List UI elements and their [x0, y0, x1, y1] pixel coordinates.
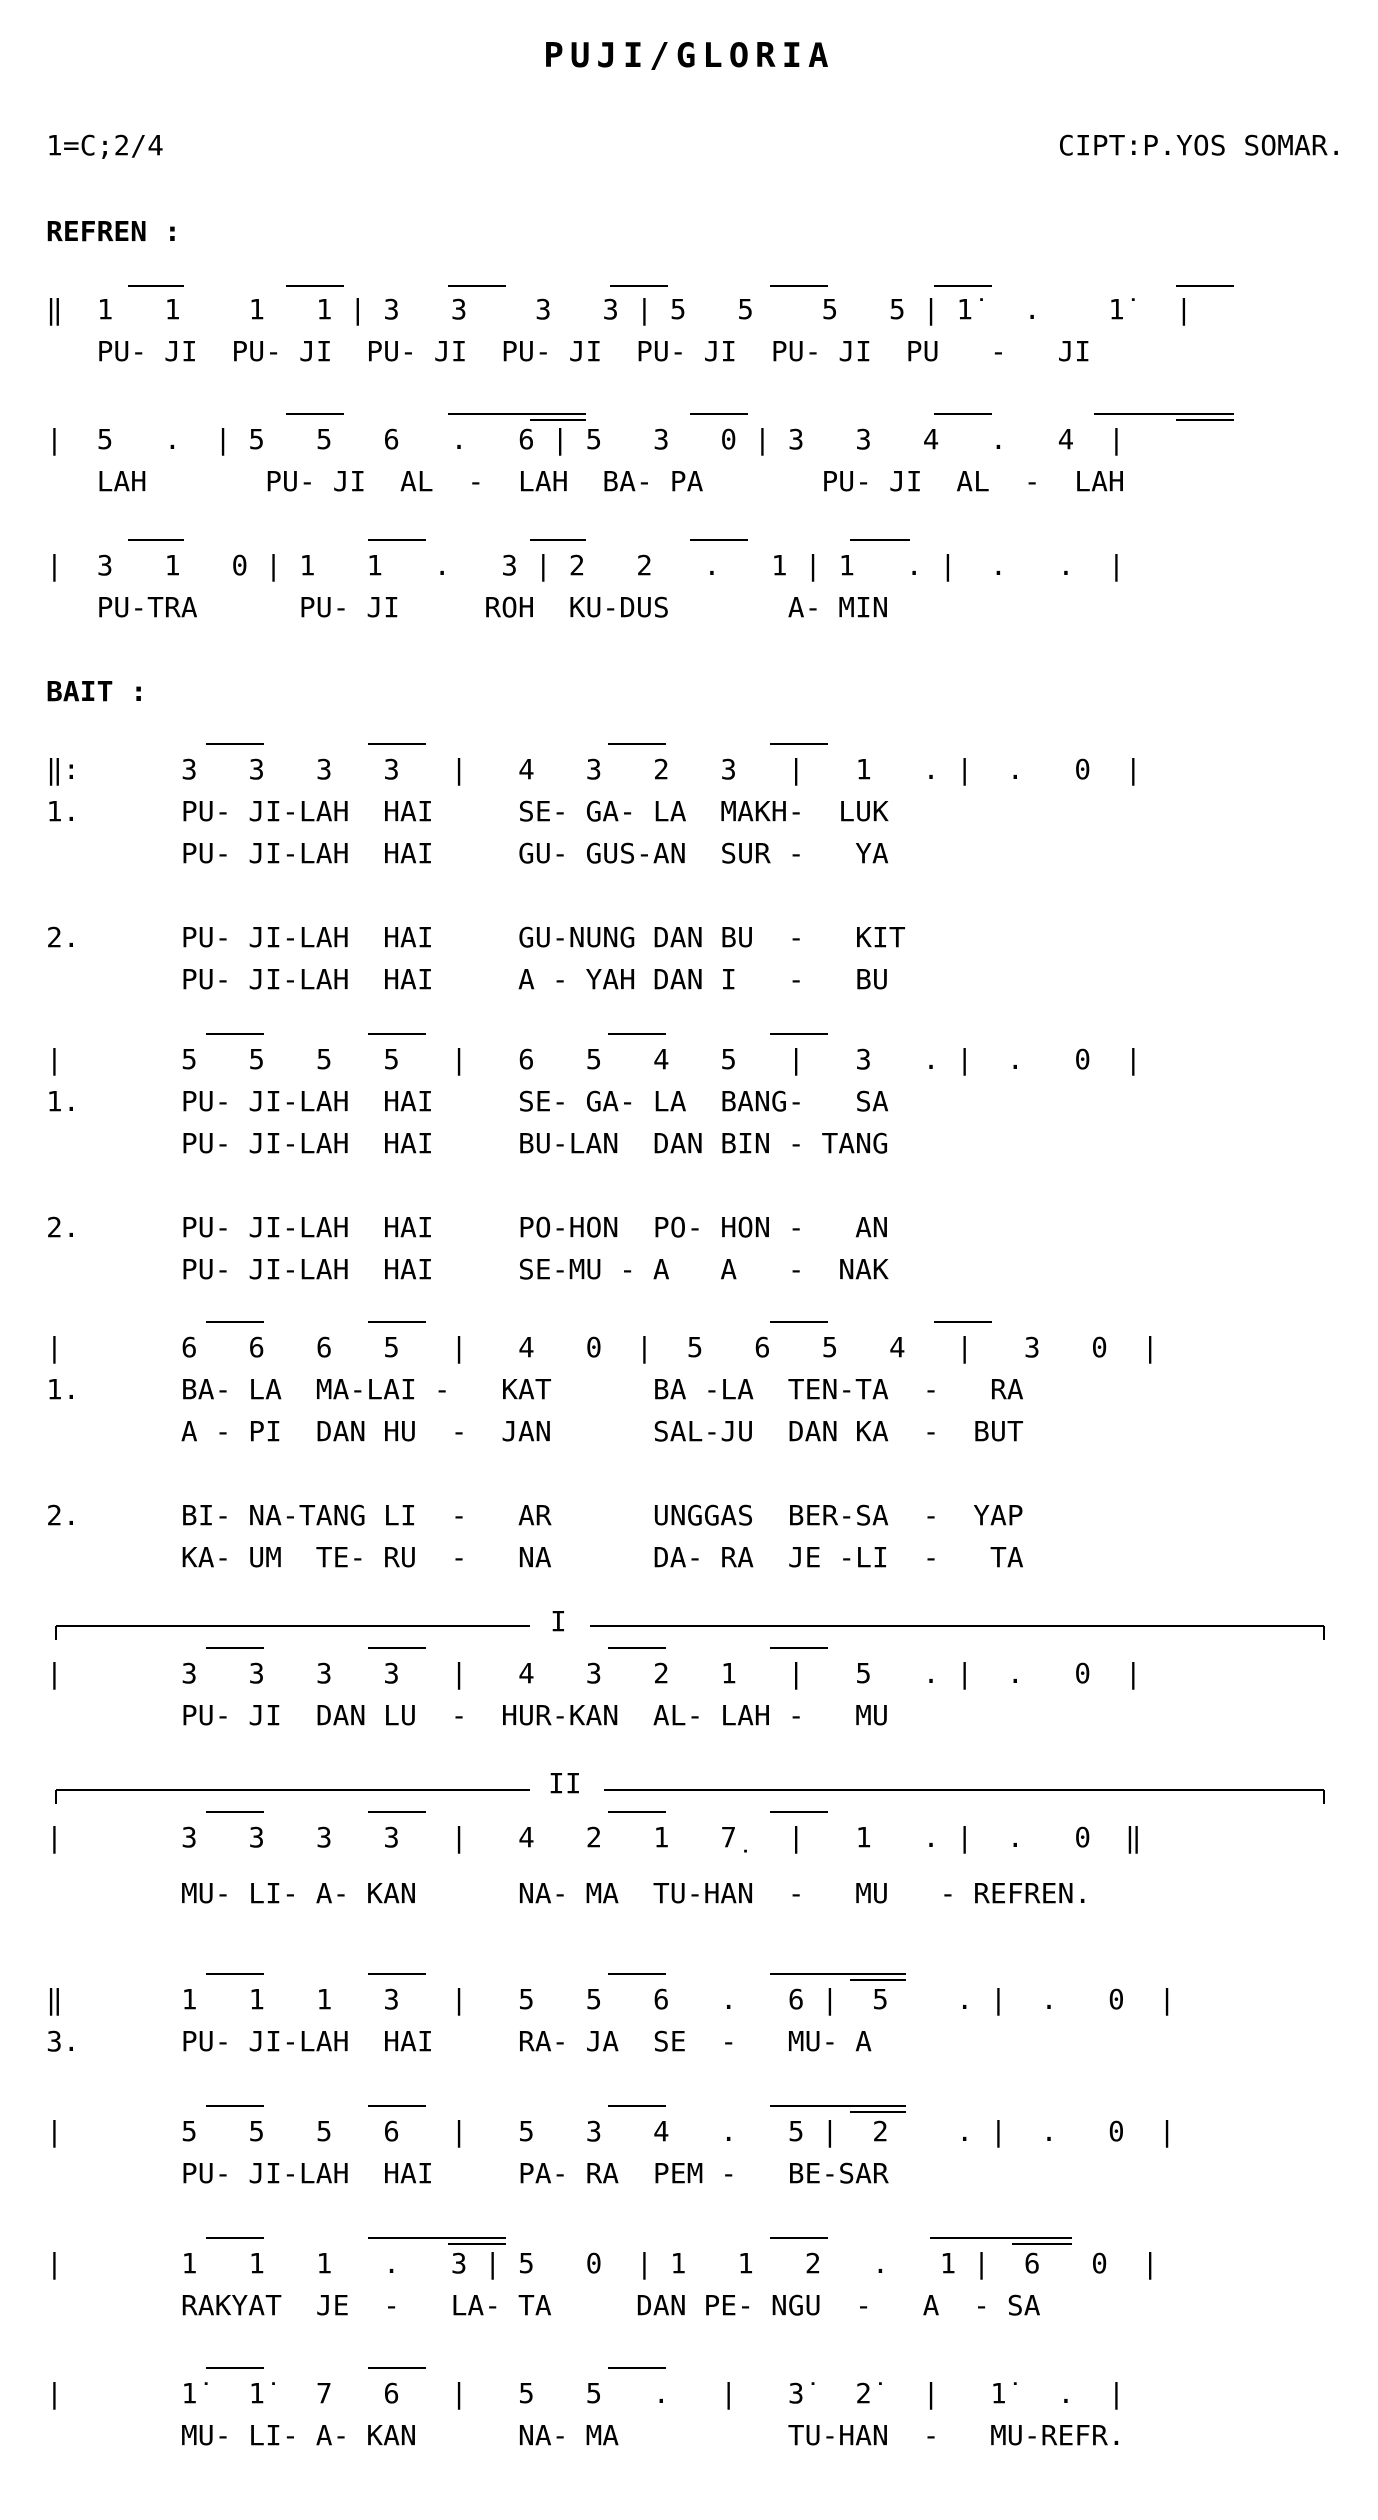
notation-row: | 3 3 3 3 | 4 3 2 1 | 5 . | . 0 |	[46, 1657, 1142, 1690]
refrain-heading: REFREN :	[46, 215, 181, 248]
notation-row: | 6 6 6 5 | 4 0 | 5 6 5 4 | 3 0 |	[46, 1331, 1159, 1364]
verse-heading: BAIT :	[46, 675, 148, 708]
key-signature: 1=C;2/4	[46, 129, 165, 162]
notation-row: | 5 5 5 5 | 6 5 4 5 | 3 . | . 0 |	[46, 1043, 1142, 1076]
lyrics-line: RAKYAT JE - LA- TA DAN PE- NGU - A - SA	[46, 2289, 1041, 2322]
notation-row: | 3 1 0 | 1 1 . 3 | 2 2 . 1 | 1 . | . . |	[46, 549, 1125, 582]
lyrics-line: 2. PU- JI-LAH HAI GU-NUNG DAN BU - KIT	[46, 921, 906, 954]
notation-row: | 3 3 3 3 | 4 2 1 7̣ | 1 . | . 0 ‖	[46, 1821, 1142, 1854]
lyrics-line: 1. BA- LA MA-LAI - KAT BA -LA TEN-TA - RA	[46, 1373, 1024, 1406]
notation-row: | 1̇ 1̇ 7 6 | 5 5 . | 3̇ 2̇ | 1̇ . |	[46, 2377, 1125, 2410]
lyrics-line: PU- JI-LAH HAI GU- GUS-AN SUR - YA	[46, 837, 889, 870]
lyrics-line: 1. PU- JI-LAH HAI SE- GA- LA BANG- SA	[46, 1085, 889, 1118]
ending-2-label: II	[548, 1767, 582, 1800]
composer-credit: CIPT:P.YOS SOMAR.	[1058, 129, 1345, 162]
lyrics-line: KA- UM TE- RU - NA DA- RA JE -LI - TA	[46, 1541, 1024, 1574]
notation-row: | 5 5 5 6 | 5 3 4 . 5 | 2 . | . 0 |	[46, 2115, 1176, 2148]
lyrics-line: PU- JI-LAH HAI A - YAH DAN I - BU	[46, 963, 889, 996]
lyrics-line: PU- JI DAN LU - HUR-KAN AL- LAH - MU	[46, 1699, 889, 1732]
notation-row: ‖ 1 1 1 3 | 5 5 6 . 6 | 5 . | . 0 |	[46, 1983, 1176, 2016]
lyrics-line: LAH PU- JI AL - LAH BA- PA PU- JI AL - LAH	[46, 465, 1125, 498]
notation-row: ‖: 3 3 3 3 | 4 3 2 3 | 1 . | . 0 |	[46, 753, 1142, 786]
lyrics-line: 2. BI- NA-TANG LI - AR UNGGAS BER-SA - YAP	[46, 1499, 1024, 1532]
lyrics-line: PU-TRA PU- JI ROH KU-DUS A- MIN	[46, 591, 889, 624]
lyrics-line: 2. PU- JI-LAH HAI PO-HON PO- HON - AN	[46, 1211, 889, 1244]
lyrics-line: A - PI DAN HU - JAN SAL-JU DAN KA - BUT	[46, 1415, 1024, 1448]
lyrics-line: 1. PU- JI-LAH HAI SE- GA- LA MAKH- LUK	[46, 795, 889, 828]
lyrics-line: MU- LI- A- KAN NA- MA TU-HAN - MU - REFREN.	[46, 1877, 1092, 1910]
lyrics-line: MU- LI- A- KAN NA- MA TU-HAN - MU-REFR.	[46, 2419, 1125, 2452]
song-title: PUJI/GLORIA	[543, 36, 835, 76]
notation-row: | 5 . | 5 5 6 . 6 | 5 3 0 | 3 3 4 . 4 |	[46, 423, 1125, 456]
lyrics-line: PU- JI PU- JI PU- JI PU- JI PU- JI PU- JI PU - JI	[46, 335, 1092, 368]
lyrics-line: PU- JI-LAH HAI BU-LAN DAN BIN - TANG	[46, 1127, 889, 1160]
lyrics-line: PU- JI-LAH HAI PA- RA PEM - BE-SAR	[46, 2157, 889, 2190]
lyrics-line: 3. PU- JI-LAH HAI RA- JA SE - MU- A	[46, 2025, 873, 2058]
lyrics-line: PU- JI-LAH HAI SE-MU - A A - NAK	[46, 1253, 889, 1286]
notation-row: | 1 1 1 . 3 | 5 0 | 1 1 2 . 1 | 6 0 |	[46, 2247, 1159, 2280]
notation-row: ‖ 1 1 1 1 | 3 3 3 3 | 5 5 5 5 | 1̇ . 1̇ |	[46, 293, 1193, 326]
ending-1-label: I	[550, 1605, 567, 1638]
